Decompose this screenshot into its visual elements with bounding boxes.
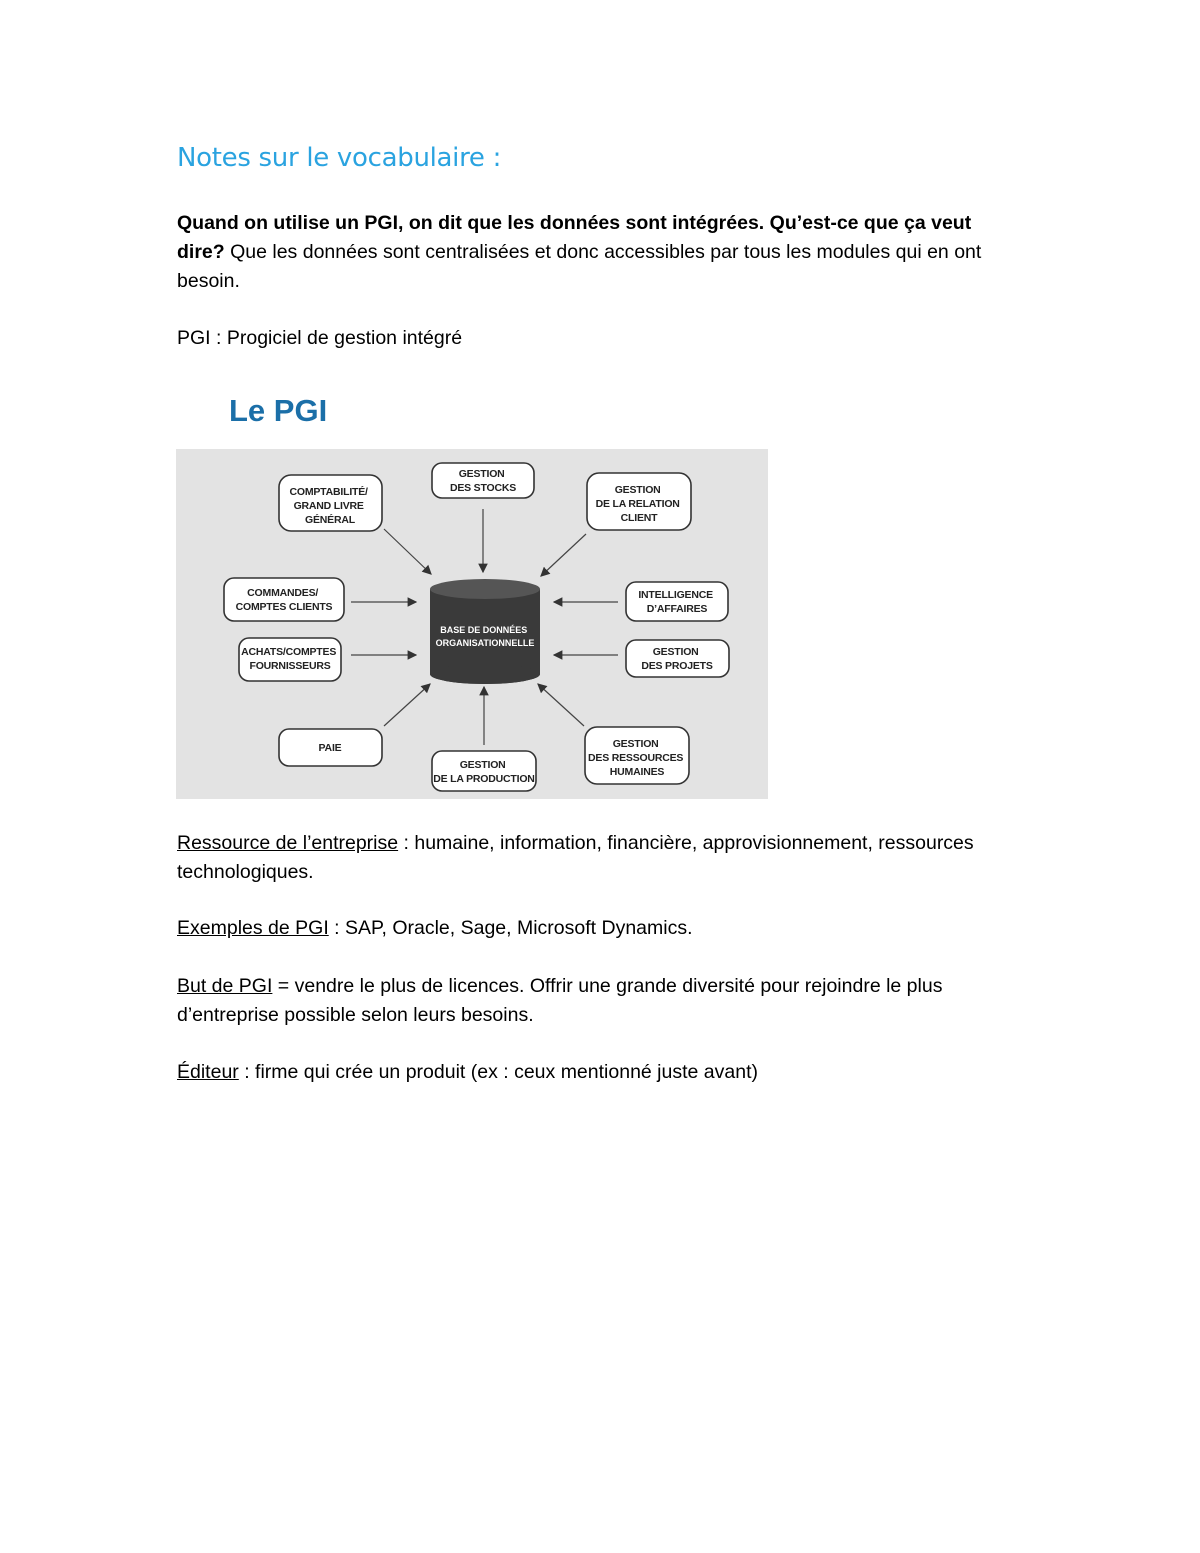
label-commandes-1: COMMANDES/	[247, 587, 319, 599]
pgi-diagram	[176, 449, 768, 799]
ressource-term: Ressource de l’entreprise	[177, 832, 399, 854]
ressource-definition: : humaine, information, financière, approvisionnement, ressources technologiques.	[177, 832, 974, 883]
label-production-2: DE LA PRODUCTION	[433, 773, 535, 785]
ressource-paragraph	[177, 829, 1037, 887]
but-definition: = vendre le plus de licences. Offrir une grande diversité pour rejoindre le plus d’entreprise possible selon leurs besoins.	[177, 975, 943, 1026]
arrow-relation-client	[541, 534, 586, 576]
arrow-comptabilite	[384, 529, 431, 574]
arrow-rh	[538, 684, 584, 726]
figure-title: Le PGI	[229, 393, 328, 428]
label-achats-1: ACHATS/COMPTES	[241, 646, 337, 658]
editeur-paragraph	[177, 1058, 1037, 1087]
box-intelligence	[626, 582, 728, 621]
label-comptabilite-1: COMPTABILITÉ/	[289, 486, 368, 498]
box-commandes	[224, 578, 344, 621]
exemples-term: Exemples de PGI	[177, 917, 329, 939]
label-projets-1: GESTION	[652, 646, 699, 658]
svg-text:PAIE	[319, 742, 342, 754]
label-relation-client-3: CLIENT	[620, 512, 658, 524]
label-achats-2: FOURNISSEURS	[249, 660, 331, 672]
label-projets-2: DES PROJETS	[641, 660, 713, 672]
label-relation-client-1: GESTION	[614, 484, 661, 496]
editeur-term: Éditeur	[177, 1061, 239, 1083]
pgi-definition: PGI : Progiciel de gestion intégré	[177, 327, 463, 349]
page-heading: Notes sur le vocabulaire :	[177, 143, 502, 173]
exemples-paragraph	[177, 914, 1037, 943]
label-intelligence-2: D’AFFAIRES	[646, 603, 708, 615]
but-term: But de PGI	[177, 975, 273, 997]
label-relation-client-2: DE LA RELATION	[595, 498, 680, 510]
but-paragraph	[177, 972, 1037, 1030]
label-comptabilite-3: GÉNÉRAL	[305, 514, 355, 526]
label-intelligence-1: INTELLIGENCE	[638, 589, 713, 601]
label-commandes-2: COMPTES CLIENTS	[235, 601, 333, 613]
box-production	[432, 751, 536, 791]
label-stocks-2: DES STOCKS	[449, 482, 517, 494]
label-stocks-1: GESTION	[458, 468, 505, 480]
question-bold-line-2: dire?	[177, 241, 225, 263]
label-production-1: GESTION	[459, 759, 506, 771]
database-label-1: BASE DE DONNÉES	[440, 625, 528, 635]
label-rh-3: HUMAINES	[609, 766, 665, 778]
database-label-2: ORGANISATIONNELLE	[435, 638, 535, 648]
label-rh-1: GESTION	[612, 738, 659, 750]
exemples-definition: : SAP, Oracle, Sage, Microsoft Dynamics.	[328, 917, 693, 939]
question-paragraph	[177, 209, 1037, 296]
arrow-paie	[384, 684, 430, 726]
label-rh-2: DES RESSOURCES	[588, 752, 684, 764]
question-bold-line-1: Quand on utilise un PGI, on dit que les données sont intégrées. Qu’est-ce que ça veut	[177, 212, 972, 234]
label-comptabilite-2: GRAND LIVRE	[293, 500, 364, 512]
editeur-definition: : firme qui crée un produit (ex : ceux mentionné juste avant)	[238, 1061, 758, 1083]
database-icon	[430, 579, 540, 684]
question-answer: Que les données sont centralisées et donc accessibles par tous les modules qui en ont besoin.	[177, 241, 982, 292]
label-paie: PAIE	[318, 742, 342, 754]
